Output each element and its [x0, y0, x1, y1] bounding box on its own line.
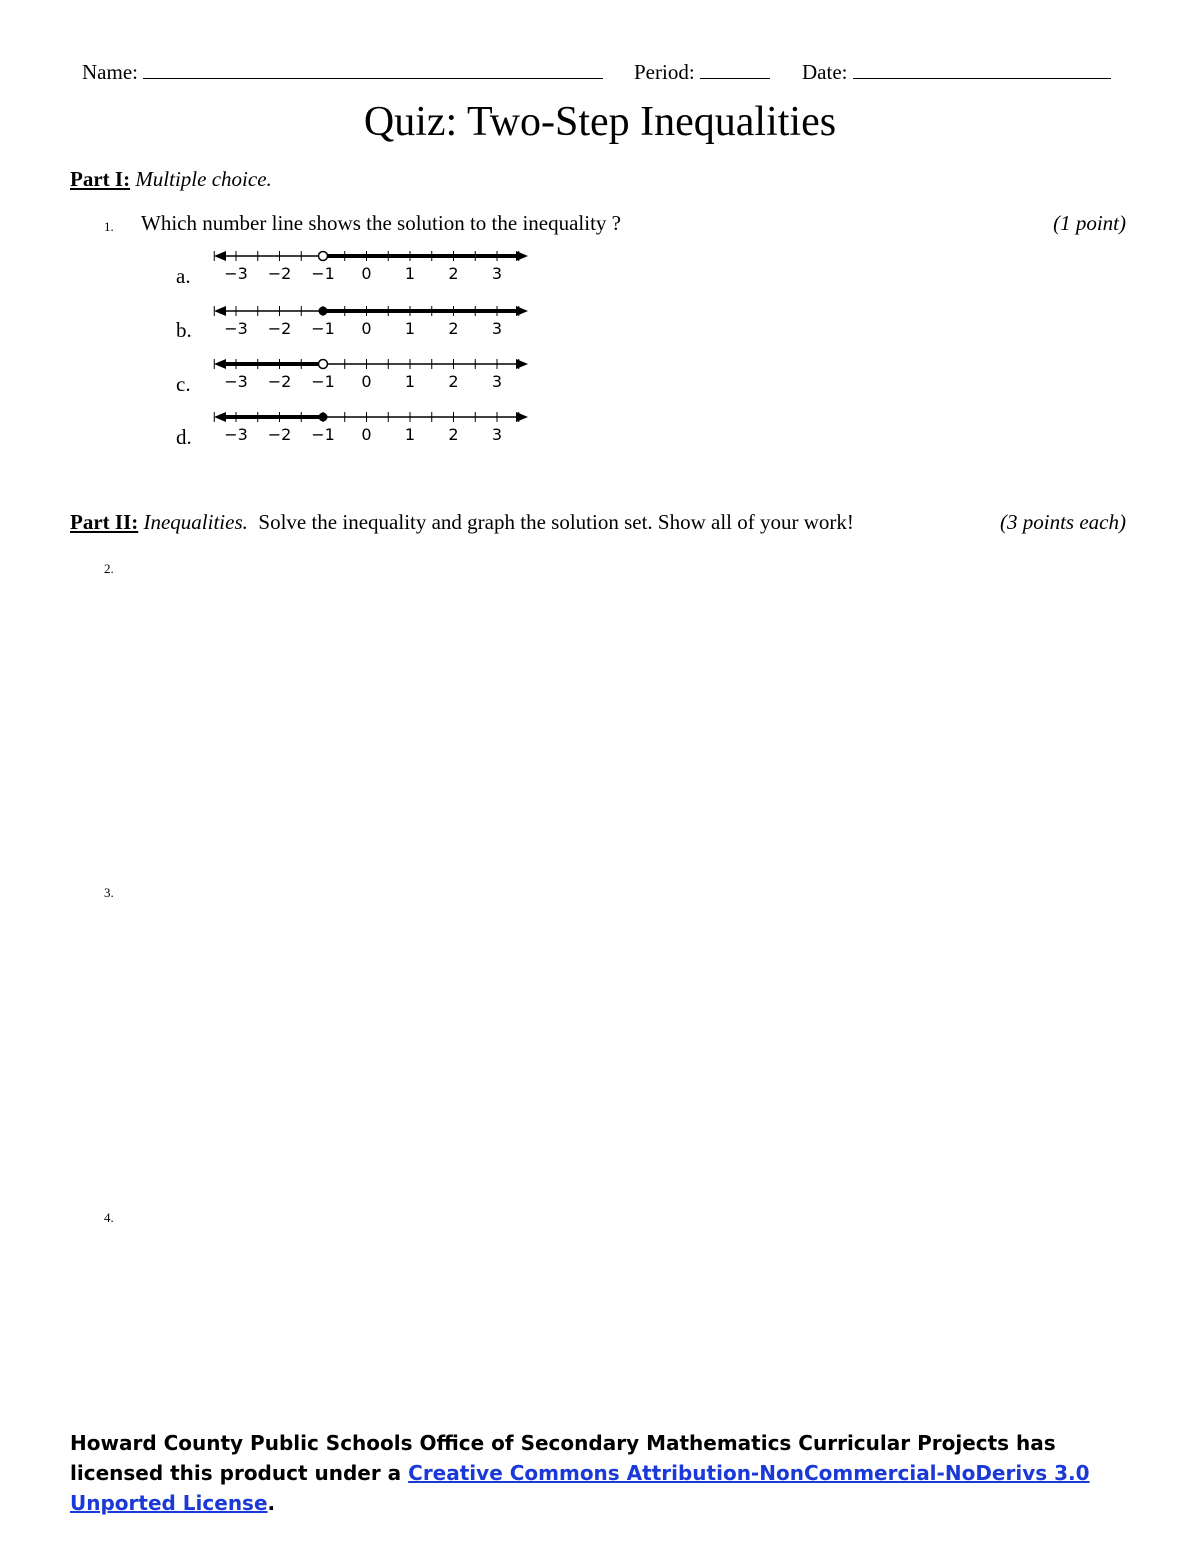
tick-label: −2 [267, 264, 292, 283]
period-blank[interactable] [700, 58, 770, 79]
name-blank[interactable] [143, 58, 603, 79]
right-arrow-icon [516, 412, 528, 422]
tick-label: −3 [224, 264, 248, 283]
license-period: . [267, 1491, 276, 1515]
tick-label: −2 [267, 372, 292, 391]
tick-label: 1 [404, 264, 416, 283]
tick-label: −3 [224, 425, 248, 444]
option-a-number-line[interactable] [206, 244, 536, 294]
closed-endpoint [319, 413, 328, 422]
date-blank[interactable] [853, 58, 1111, 79]
option-c-letter[interactable]: c. [176, 372, 191, 396]
tick-label: 1 [404, 425, 416, 444]
tick-label: 2 [448, 319, 459, 338]
tick-label: 1 [404, 372, 416, 391]
tick-label: 0 [361, 372, 372, 391]
tick-label: 3 [491, 425, 503, 444]
tick-label: 0 [361, 425, 372, 444]
license-link[interactable]: Creative Commons Attribution-NonCommercial-NoDerivs 3.0 Unported License [70, 1461, 1090, 1515]
part1-subtitle: Multiple choice. [135, 167, 272, 191]
part2-heading: Part II: [70, 510, 139, 534]
option-a-letter[interactable]: a. [176, 264, 191, 288]
option-d-number-line[interactable] [206, 405, 536, 455]
option-d-letter[interactable]: d. [176, 425, 192, 449]
tick-label: −1 [311, 264, 335, 283]
option-b-number-line[interactable] [206, 299, 536, 349]
part2-heading-row [70, 510, 854, 535]
tick-label: −1 [311, 319, 335, 338]
tick-label: −2 [267, 425, 292, 444]
left-arrow-icon [214, 306, 226, 316]
question-4-number: 4. [104, 1210, 114, 1225]
date-label: Date: [802, 60, 848, 84]
closed-endpoint [319, 307, 328, 316]
tick-label: 3 [491, 319, 503, 338]
option-c-number-line[interactable] [206, 352, 536, 402]
tick-label: 2 [448, 372, 459, 391]
part2-subtitle: Inequalities. [143, 510, 248, 534]
part1-heading: Part I: [70, 167, 131, 191]
left-arrow-icon [214, 251, 226, 261]
date-field-row [802, 58, 1111, 85]
tick-label: 3 [491, 264, 503, 283]
question-2-number: 2. [104, 561, 114, 576]
name-label: Name: [82, 60, 138, 84]
tick-label: −1 [311, 372, 335, 391]
question-points: (1 point) [1053, 211, 1126, 235]
tick-label: 1 [404, 319, 416, 338]
tick-label: 2 [448, 425, 459, 444]
tick-label: −1 [311, 425, 335, 444]
open-endpoint [319, 360, 328, 369]
open-endpoint [319, 252, 328, 261]
tick-label: 0 [361, 264, 372, 283]
name-field-row [82, 58, 603, 85]
license-footer [70, 1428, 1130, 1518]
period-label: Period: [634, 60, 695, 84]
tick-label: −3 [224, 372, 248, 391]
period-field-row [634, 58, 770, 85]
tick-label: −2 [267, 319, 292, 338]
tick-label: 2 [448, 264, 459, 283]
tick-label: 3 [491, 372, 503, 391]
tick-label: 0 [361, 319, 372, 338]
question-text: Which number line shows the solution to the inequality ? [141, 211, 621, 235]
page-title: Quiz: Two-Step Inequalities [363, 99, 837, 145]
license-text: Howard County Public Schools Office of Secondary Mathematics Curricular Projects has licensed this product under a [70, 1431, 1056, 1485]
option-b-letter[interactable]: b. [176, 318, 192, 342]
right-arrow-icon [516, 359, 528, 369]
part1-heading-row [70, 167, 272, 192]
question-number: 1. [104, 219, 114, 234]
part2-points: (3 points each) [1000, 510, 1126, 534]
tick-label: −3 [224, 319, 248, 338]
question-3-number: 3. [104, 885, 114, 900]
part2-instructions: Solve the inequality and graph the solution set. Show all of your work! [258, 510, 854, 534]
